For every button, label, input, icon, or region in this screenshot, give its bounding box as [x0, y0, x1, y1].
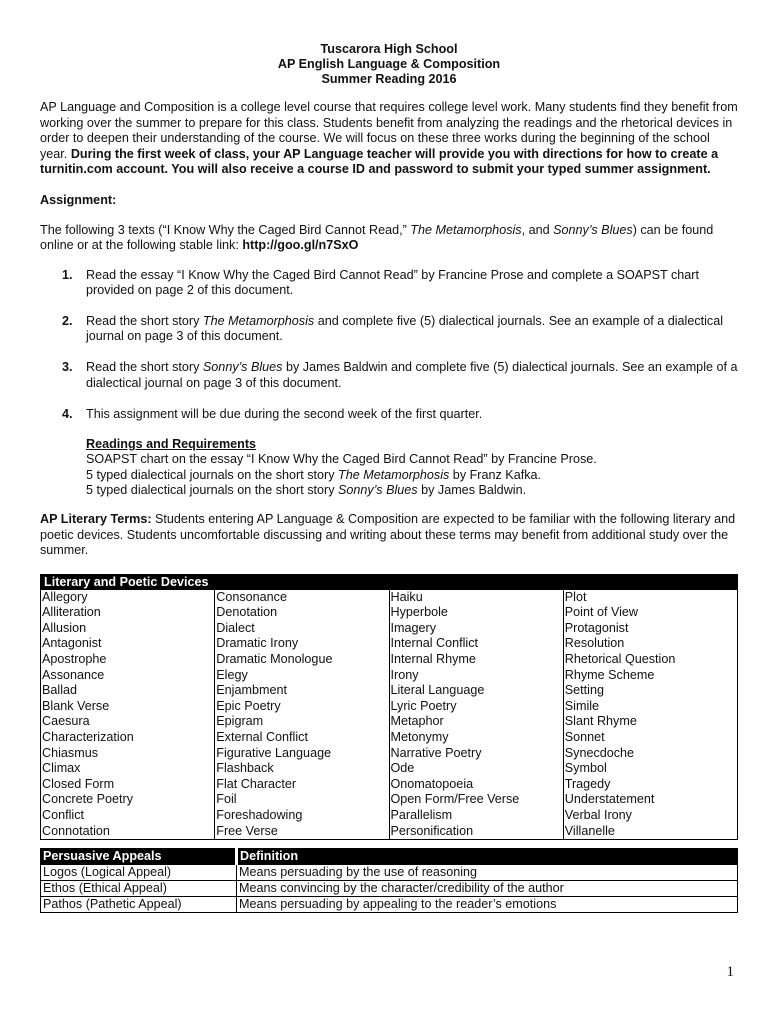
device-term: Slant Rhyme [564, 714, 637, 729]
requirement-text: 5 typed dialectical journals on the short story [86, 467, 339, 482]
item-title: Sonny’s Blues [202, 360, 283, 375]
device-term: Protagonist [564, 620, 629, 635]
device-term: Figurative Language [216, 745, 332, 760]
assignment-heading: Assignment: [40, 192, 117, 207]
device-term: Haiku [390, 589, 423, 604]
device-term: Irony [390, 667, 419, 682]
requirement-text: by James Baldwin. [417, 482, 527, 497]
list-item [40, 360, 738, 391]
device-term: Flashback [216, 761, 274, 776]
device-term: Alliteration [42, 605, 101, 620]
item-number: 2. [62, 314, 73, 329]
device-term: Assonance [42, 667, 105, 682]
literary-devices-table [40, 574, 738, 841]
item-text: by James Baldwin and complete five (5) dialectical journals. See an example of a dialectical journal on page 3 of this document. [86, 360, 738, 390]
item-text: This assignment will be due during the second week of the first quarter. [86, 406, 483, 421]
table-row [41, 865, 738, 881]
appeal-cell: Logos (Logical Appeal) [41, 865, 237, 881]
device-column [389, 590, 563, 840]
requirement-text: by Franz Kafka. [449, 467, 542, 482]
device-term: External Conflict [216, 730, 308, 745]
device-term: Personification [390, 823, 474, 838]
device-term: Hyperbole [390, 605, 448, 620]
device-term: Plot [564, 589, 587, 604]
device-term: Metonymy [390, 730, 449, 745]
device-term: Dialect [216, 620, 255, 635]
intro-text: AP Language and Composition is a college level course that requires college level work. Many students find they benefit from working over the summer to prepare for this class. Students benefit from analyzing the readings and the rhetorical devices in order to deepen their understanding of the course. We will focus on these three works during the beginning of the school year. [40, 100, 738, 161]
device-term: Sonnet [564, 730, 605, 745]
device-term: Climax [42, 761, 81, 776]
terms-paragraph [40, 512, 738, 559]
device-term: Simile [564, 698, 600, 713]
requirement-line [86, 468, 738, 483]
device-term: Symbol [564, 761, 607, 776]
device-term: Metaphor [390, 714, 444, 729]
appeal-cell: Pathos (Pathetic Appeal) [41, 897, 237, 913]
device-term: Closed Form [42, 776, 115, 791]
device-term: Elegy [216, 667, 248, 682]
device-term: Antagonist [42, 636, 102, 651]
item-text: Read the short story [86, 314, 203, 329]
device-term: Open Form/Free Verse [390, 792, 520, 807]
device-term: Enjambment [216, 683, 287, 698]
terms-label: AP Literary Terms: [40, 511, 152, 526]
device-term: Apostrophe [42, 652, 107, 667]
persuasive-appeals-table [40, 848, 738, 913]
item-text: Read the short story [86, 360, 203, 375]
device-term: Free Verse [216, 823, 278, 838]
list-item [40, 407, 738, 422]
item-text: Read the essay “I Know Why the Caged Bird Cannot Read” by Francine Prose and complete a SOAPST chart provided on page 2 of this document. [86, 267, 699, 298]
device-term: Caesura [42, 714, 90, 729]
texts-title-sonnys-blues: Sonny’s Blues [553, 222, 633, 237]
device-term: Connotation [42, 823, 110, 838]
device-term: Parallelism [390, 808, 453, 822]
document-header [40, 42, 738, 87]
appeal-cell: Ethos (Ethical Appeal) [41, 881, 237, 897]
device-term: Imagery [390, 620, 436, 635]
device-column [215, 590, 389, 840]
device-term: Verbal Irony [564, 808, 632, 822]
item-text: and complete five (5) dialectical journals. See an example of a dialectical journal on page 3 of this document. [86, 314, 724, 344]
device-term: Setting [564, 683, 604, 698]
appeals-column-header: Persuasive Appeals [41, 849, 237, 865]
document-title: Summer Reading 2016 [321, 72, 457, 86]
requirement-line [86, 483, 738, 498]
definition-cell: Means persuading by appealing to the reader’s emotions [237, 897, 738, 913]
requirement-title: Sonny’s Blues [338, 482, 418, 497]
device-term: Characterization [42, 730, 134, 745]
requirement-title: The Metamorphosis [338, 467, 450, 482]
device-term: Lyric Poetry [390, 698, 457, 713]
intro-paragraph [40, 100, 738, 178]
device-term: Resolution [564, 636, 625, 651]
item-number: 4. [62, 406, 73, 421]
device-term: Rhyme Scheme [564, 667, 655, 682]
device-term: Epigram [216, 714, 264, 729]
texts-part: ) can be found online or at the following stable link: [40, 222, 714, 253]
device-term: Understatement [564, 792, 655, 807]
item-number: 1. [62, 267, 73, 282]
texts-part: The following 3 texts (“I Know Why the Caged Bird Cannot Read,” [40, 222, 411, 237]
assignment-list [40, 268, 738, 422]
device-term: Internal Rhyme [390, 652, 476, 667]
device-term: Villanelle [564, 823, 615, 838]
definition-cell: Means persuading by the use of reasoning [237, 865, 738, 881]
device-term: Ballad [42, 683, 78, 698]
device-term: Synecdoche [564, 745, 635, 760]
terms-text: Students entering AP Language & Composition are expected to be familiar with the following literary and poetic devices. Students uncomfortable discussing and writing about these terms may benefit from additional study over the summer. [40, 511, 736, 558]
requirement-line: SOAPST chart on the essay “I Know Why the Caged Bird Cannot Read” by Francine Prose. [86, 452, 597, 467]
device-term: Conflict [42, 808, 84, 822]
table-row [41, 590, 738, 840]
texts-part: , and [521, 222, 554, 237]
device-term: Dramatic Monologue [216, 652, 333, 667]
device-term: Dramatic Irony [216, 636, 299, 651]
item-title: The Metamorphosis [202, 314, 315, 329]
requirement-text: 5 typed dialectical journals on the short story [86, 482, 339, 497]
device-term: Point of View [564, 605, 639, 620]
school-name: Tuscarora High School [320, 42, 458, 56]
device-term: Allusion [42, 620, 87, 635]
table-row [41, 897, 738, 913]
device-term: Epic Poetry [216, 698, 281, 713]
document-page [40, 42, 738, 913]
definition-cell: Means convincing by the character/credibility of the author [237, 881, 738, 897]
course-title: AP English Language & Composition [277, 57, 501, 71]
requirements-block [40, 437, 738, 498]
item-number: 3. [62, 360, 73, 375]
device-term: Foreshadowing [216, 808, 303, 822]
device-term: Allegory [42, 589, 88, 604]
device-column [41, 590, 215, 840]
stable-link[interactable]: http://goo.gl/n7SxO [242, 238, 359, 253]
device-term: Flat Character [216, 776, 297, 791]
literary-table-header: Literary and Poetic Devices [41, 574, 738, 590]
device-term: Internal Conflict [390, 636, 478, 651]
device-term: Foil [216, 792, 237, 807]
device-term: Ode [390, 761, 415, 776]
definition-column-header: Definition [237, 849, 738, 865]
list-item [40, 314, 738, 345]
device-column [563, 590, 737, 840]
page-number: 1 [726, 964, 734, 980]
device-term: Rhetorical Question [564, 652, 676, 667]
device-term: Tragedy [564, 776, 611, 791]
intro-bold-text: During the first week of class, your AP Language teacher will provide you with directions for how to create a turnitin.com account. You will also receive a course ID and password to submit your typed summer assignment. [40, 146, 719, 177]
device-term: Consonance [216, 589, 287, 604]
device-term: Onomatopoeia [390, 776, 474, 791]
texts-paragraph [40, 223, 738, 254]
device-term: Narrative Poetry [390, 745, 482, 760]
list-item [40, 268, 738, 299]
device-term: Chiasmus [42, 745, 98, 760]
device-term: Literal Language [390, 683, 485, 698]
requirements-heading: Readings and Requirements [86, 437, 257, 452]
table-row [41, 881, 738, 897]
device-term: Concrete Poetry [42, 792, 133, 807]
texts-title-metamorphosis: The Metamorphosis [410, 222, 522, 237]
device-term: Blank Verse [42, 698, 110, 713]
device-term: Denotation [216, 605, 278, 620]
